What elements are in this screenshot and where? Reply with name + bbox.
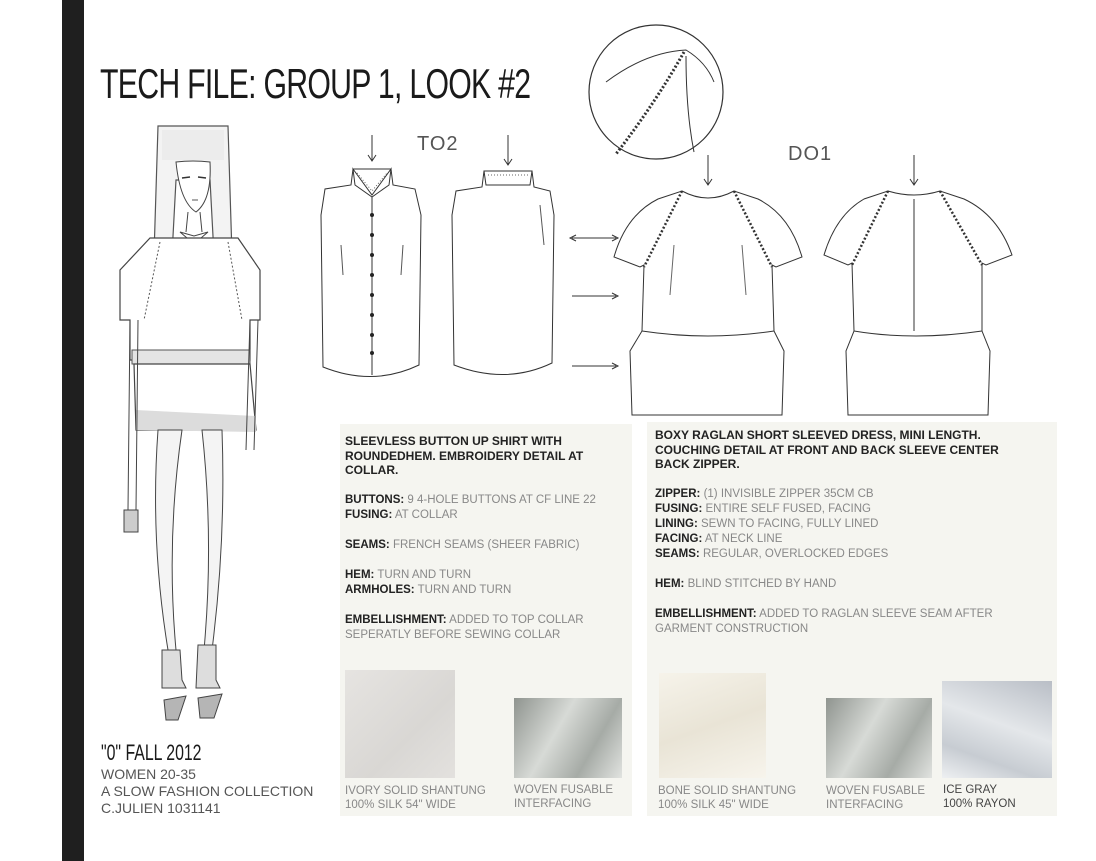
top-spec: SLEEVLESS BUTTON UP SHIRT WITH ROUNDEDHEM. EMBROIDERY DETAIL AT COLLAR. BUTTONS: 9 4-HOLE BUTTONS AT CF LINE 22 FUSING: AT COLLAR SEAMS: FRENCH SEAMS (SHEER FABRIC) HEM: TURN AND TURN ARMHOLES: TURN AND TURN EMBELLISHMENT: ADDED TO TOP COLLAR SEPERATLY BEFORE SEWING COLLAR — [345, 434, 596, 641]
top-heading: SLEEVLESS BUTTON UP SHIRT WITH ROUNDEDHEM. EMBROIDERY DETAIL AT COLLAR. — [345, 434, 584, 477]
swatch-label-1: IVORY SOLID SHANTUNG 100% SILK 54" WIDE — [345, 785, 486, 811]
dress-spec: BOXY RAGLAN SHORT SLEEVED DRESS, MINI LENGTH. COUCHING DETAIL AT FRONT AND BACK SLEEVE CENTER BACK ZIPPER. ZIPPER: (1) INVISIBLE ZIPPER 35CM CB FUSING: ENTIRE SELF FUSED, FACING LINING: SEWN TO FACING, FULLY LINED FACING: AT NECK LINE SEAMS: REGULAR, OVERLOCKED EDGES HEM: BLIND STITCHED BY HAND EMBELLISHMENT: ADDED TO RAGLAN SLEEVE SEAM AFTER GARMENT CONSTRUCTION — [655, 428, 1050, 637]
collection-info — [101, 740, 313, 817]
swatch-ice-gray-rayon — [942, 681, 1052, 778]
swatch-ivory-shantung — [345, 670, 455, 778]
season-title: "0" FALL 2012 — [101, 740, 202, 765]
sleeve-detail-callout — [586, 22, 726, 162]
shirt-front-sketch — [315, 135, 430, 385]
code-dress: DO1 — [788, 143, 833, 165]
code-top: TO2 — [417, 133, 459, 155]
swatch-label-5: ICE GRAY 100% RAYON — [943, 784, 1016, 810]
collection-name: A SLOW FASHION COLLECTION — [101, 783, 314, 799]
swatch-label-4: WOVEN FUSABLE INTERFACING — [826, 785, 926, 811]
dress-front-sketch — [608, 155, 808, 420]
shirt-back-sketch — [446, 135, 561, 385]
dress-back-sketch — [818, 155, 1018, 420]
dress-heading: BOXY RAGLAN SHORT SLEEVED DRESS, MINI LENGTH. COUCHING DETAIL AT FRONT AND BACK SLEEVE CENTER BACK ZIPPER. — [655, 428, 999, 471]
designer-id: C.JULIEN 1031141 — [101, 800, 221, 816]
fashion-illustration — [110, 120, 280, 730]
swatch-woven-interfacing-1 — [514, 698, 622, 778]
binding-spine — [62, 0, 84, 861]
swatch-label-2: WOVEN FUSABLE INTERFACING — [514, 784, 614, 810]
page-title: TECH FILE: GROUP 1, LOOK #2 — [100, 60, 531, 107]
swatch-label-3: BONE SOLID SHANTUNG 100% SILK 45" WIDE — [658, 785, 797, 811]
swatch-woven-interfacing-2 — [826, 698, 932, 778]
swatch-bone-shantung — [659, 673, 766, 778]
target-demographic: WOMEN 20-35 — [101, 766, 196, 782]
